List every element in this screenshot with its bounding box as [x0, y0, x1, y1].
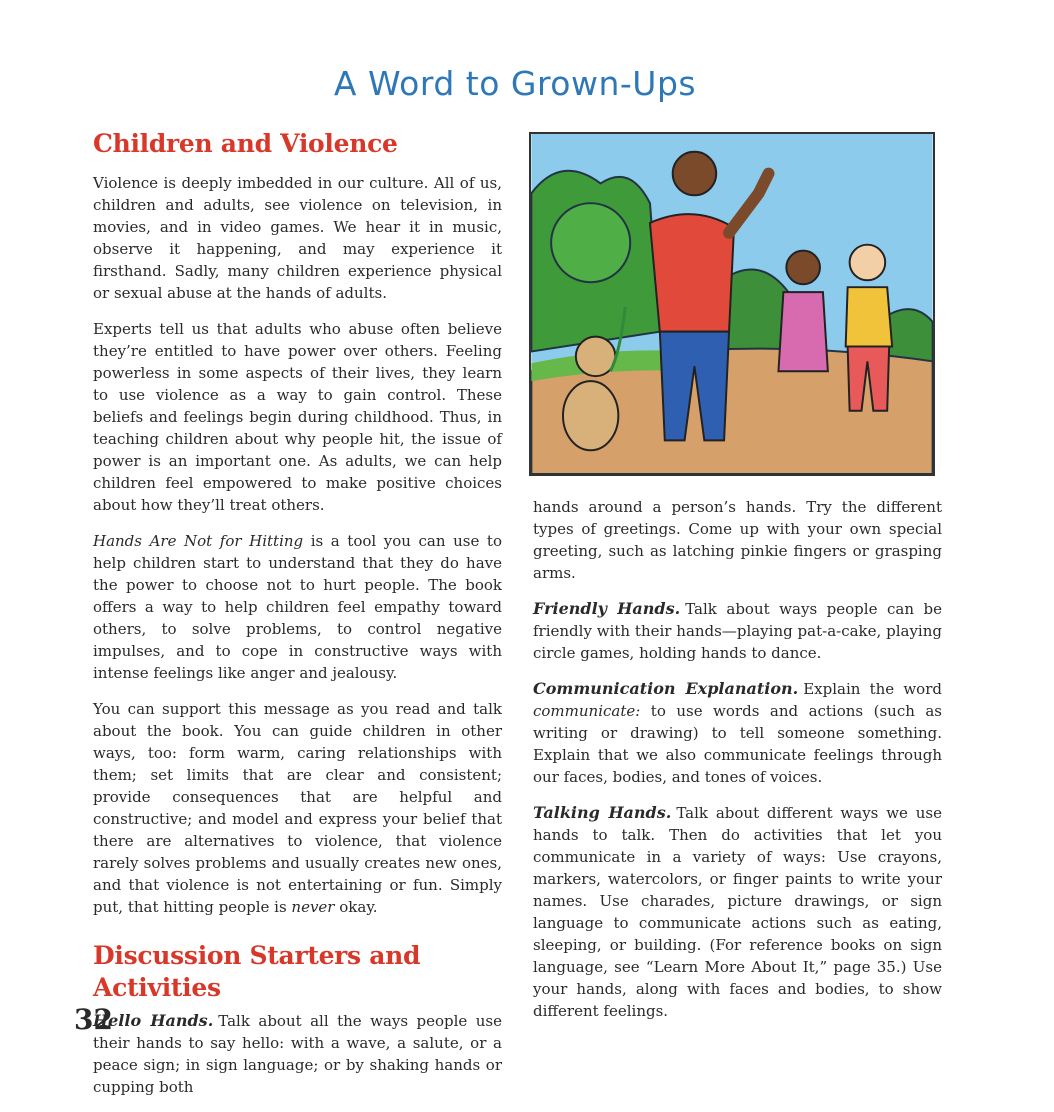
tree-foliage: [551, 203, 630, 282]
page-title: A Word to Grown-Ups: [333, 64, 697, 103]
book-title: Hands Are Not for Hitting: [93, 532, 304, 550]
girl2-shirt: [846, 287, 892, 346]
book-tool-text: is a tool you can use to help children start to understand that they do have the power to choose not to hurt people. The book offers a way to help children feel empathy toward others, to solve problems, to control negative impulses, and to cope in constructive ways with intense feelings like anger and jealousy.: [93, 532, 502, 682]
support-text: You can support this message as you read and talk about the book. You can guide children in other ways, too: form warm, caring relationships with them; set limits that are clear and consistent; provide consequences that are helpful and constructive; and model and express your belief that there are alternatives to violence, that violence rarely solves problems and usually creates new ones, and that violence is not entertaining or fun. Simply put, that hitting people is: [93, 700, 502, 916]
communication-text-b: to use words and actions (such as writing or drawing) to tell someone something. Explain that we also communicate feelings through our faces, bodies, and tones of voices.: [533, 702, 942, 786]
heading-children-and-violence: Children and Violence: [93, 129, 398, 158]
paragraph-support: [93, 698, 502, 918]
girl2-head: [850, 245, 886, 281]
paragraph-book-tool: [93, 530, 502, 684]
man-head: [673, 152, 716, 195]
right-column: [533, 496, 942, 1036]
lead-communication-explanation: Communication Explanation.: [533, 679, 799, 698]
emphasis-communicate: communicate:: [533, 702, 641, 720]
paragraph-hello-hands-continued: hands around a person’s hands. Try the different types of greetings. Come up with your own special greeting, such as latching pinkie fingers or grasping arms.: [533, 498, 942, 582]
illustration-greeting: [529, 132, 935, 476]
left-column: [93, 128, 502, 1112]
emphasis-never: never: [291, 898, 335, 916]
lead-friendly-hands: Friendly Hands.: [533, 599, 681, 618]
friendly-hands-text: Talk about ways people can be friendly with their hands—playing pat-a-cake, playing circle games, holding hands to dance.: [533, 600, 943, 662]
illustration-svg: [531, 134, 933, 474]
page-number: 32: [74, 1003, 113, 1036]
hello-hands-text: Talk about all the ways people use their hands to say hello: with a wave, a salute, or a peace sign; in sign language; or by shaking hands or cupping both: [93, 1012, 502, 1096]
lead-hello-hands: Hello Hands.: [93, 1011, 214, 1030]
paragraph-friendly-hands: [533, 598, 942, 664]
lead-talking-hands: Talking Hands.: [533, 803, 672, 822]
paragraph-talking-hands: [533, 802, 942, 1022]
paragraph-violence-culture: Violence is deeply imbedded in our culture. All of us, children and adults, see violence on television, in movies, and in video games. We hear it in music, observe it happening, and may experience it firsthand. Sadly, many children experience physical or sexual abuse at the hands of adults.: [93, 174, 502, 302]
girl1-head: [786, 251, 820, 285]
man-shirt: [650, 214, 734, 332]
dog-body: [563, 381, 618, 450]
paragraph-communication: [533, 678, 942, 788]
paragraph-experts: Experts tell us that adults who abuse often believe they’re entitled to have power over others. Feeling powerless in some aspects of their lives, they learn to use violence as a way to gain control. These beliefs and feelings begin during childhood. Thus, in teaching children about why people hit, the issue of power is an important one. As adults, we can help children feel empowered to make positive choices about how they’ll treat others.: [93, 320, 502, 514]
talking-hands-text: Talk about different ways we use hands to talk. Then do activities that let you communicate in a variety of ways: Use crayons, markers, watercolors, or finger paints to write your names. Use charades, picture drawings, or sign language to communicate actions such as eating, sleeping, or building. (For reference books on sign language, see “Learn More About It,” page 35.) Use your hands, along with faces and bodies, to show different feelings.: [533, 804, 942, 1020]
girl1-dress: [778, 292, 827, 371]
paragraph-hello-hands: [93, 1010, 502, 1098]
support-end: okay.: [334, 898, 378, 916]
communication-text-a: Explain the word: [803, 680, 942, 698]
heading-discussion-starters: Discussion Starters and Activities: [93, 941, 421, 1002]
